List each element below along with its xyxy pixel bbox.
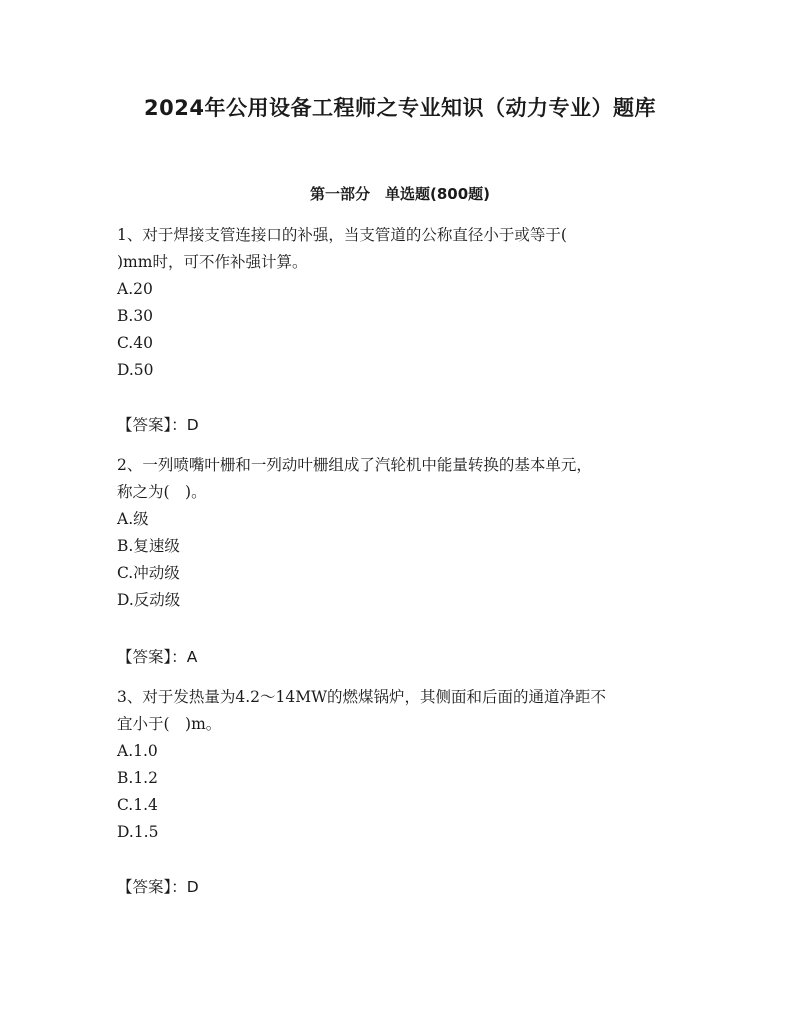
question-1-answer: 【答案】：D [117, 416, 199, 434]
question-2-option-a: A.级 [117, 510, 149, 528]
question-3-text-line-1: 3、对于发热量为4.2～14MW的燃煤锅炉，其侧面和后面的通道净距不 [117, 688, 607, 706]
question-3-option-d: D.1.5 [117, 823, 159, 841]
question-2-option-d: D.反动级 [117, 591, 181, 609]
question-3-option-b: B.1.2 [117, 769, 158, 787]
question-3-answer: 【答案】：D [117, 878, 199, 896]
question-1-option-a: A.20 [117, 280, 153, 298]
question-2-option-b: B.复速级 [117, 537, 180, 555]
question-2-answer: 【答案】：A [117, 648, 198, 666]
question-1 [117, 222, 687, 384]
question-3-option-a: A.1.0 [117, 742, 158, 760]
question-3-text-line-2: 宜小于( )m。 [117, 715, 222, 733]
question-1-text-line-2: )mm时，可不作补强计算。 [117, 253, 308, 271]
question-1-option-d: D.50 [117, 361, 154, 379]
question-1-option-b: B.30 [117, 307, 154, 325]
question-3-option-c: C.1.4 [117, 796, 158, 814]
question-1-text-line-1: 1、对于焊接支管连接口的补强，当支管道的公称直径小于或等于( [117, 226, 567, 244]
question-2-option-c: C.冲动级 [117, 564, 180, 582]
question-2-text-line-2: 称之为( )。 [117, 483, 207, 501]
section-title: 第一部分 单选题(800题) [309, 185, 491, 203]
question-1-option-c: C.40 [117, 334, 153, 352]
question-2 [117, 452, 687, 614]
question-3 [117, 684, 687, 846]
document-title: 2024年公用设备工程师之专业知识（动力专业）题库 [144, 96, 656, 120]
question-2-text-line-1: 2、一列喷嘴叶栅和一列动叶栅组成了汽轮机中能量转换的基本单元， [117, 456, 592, 474]
